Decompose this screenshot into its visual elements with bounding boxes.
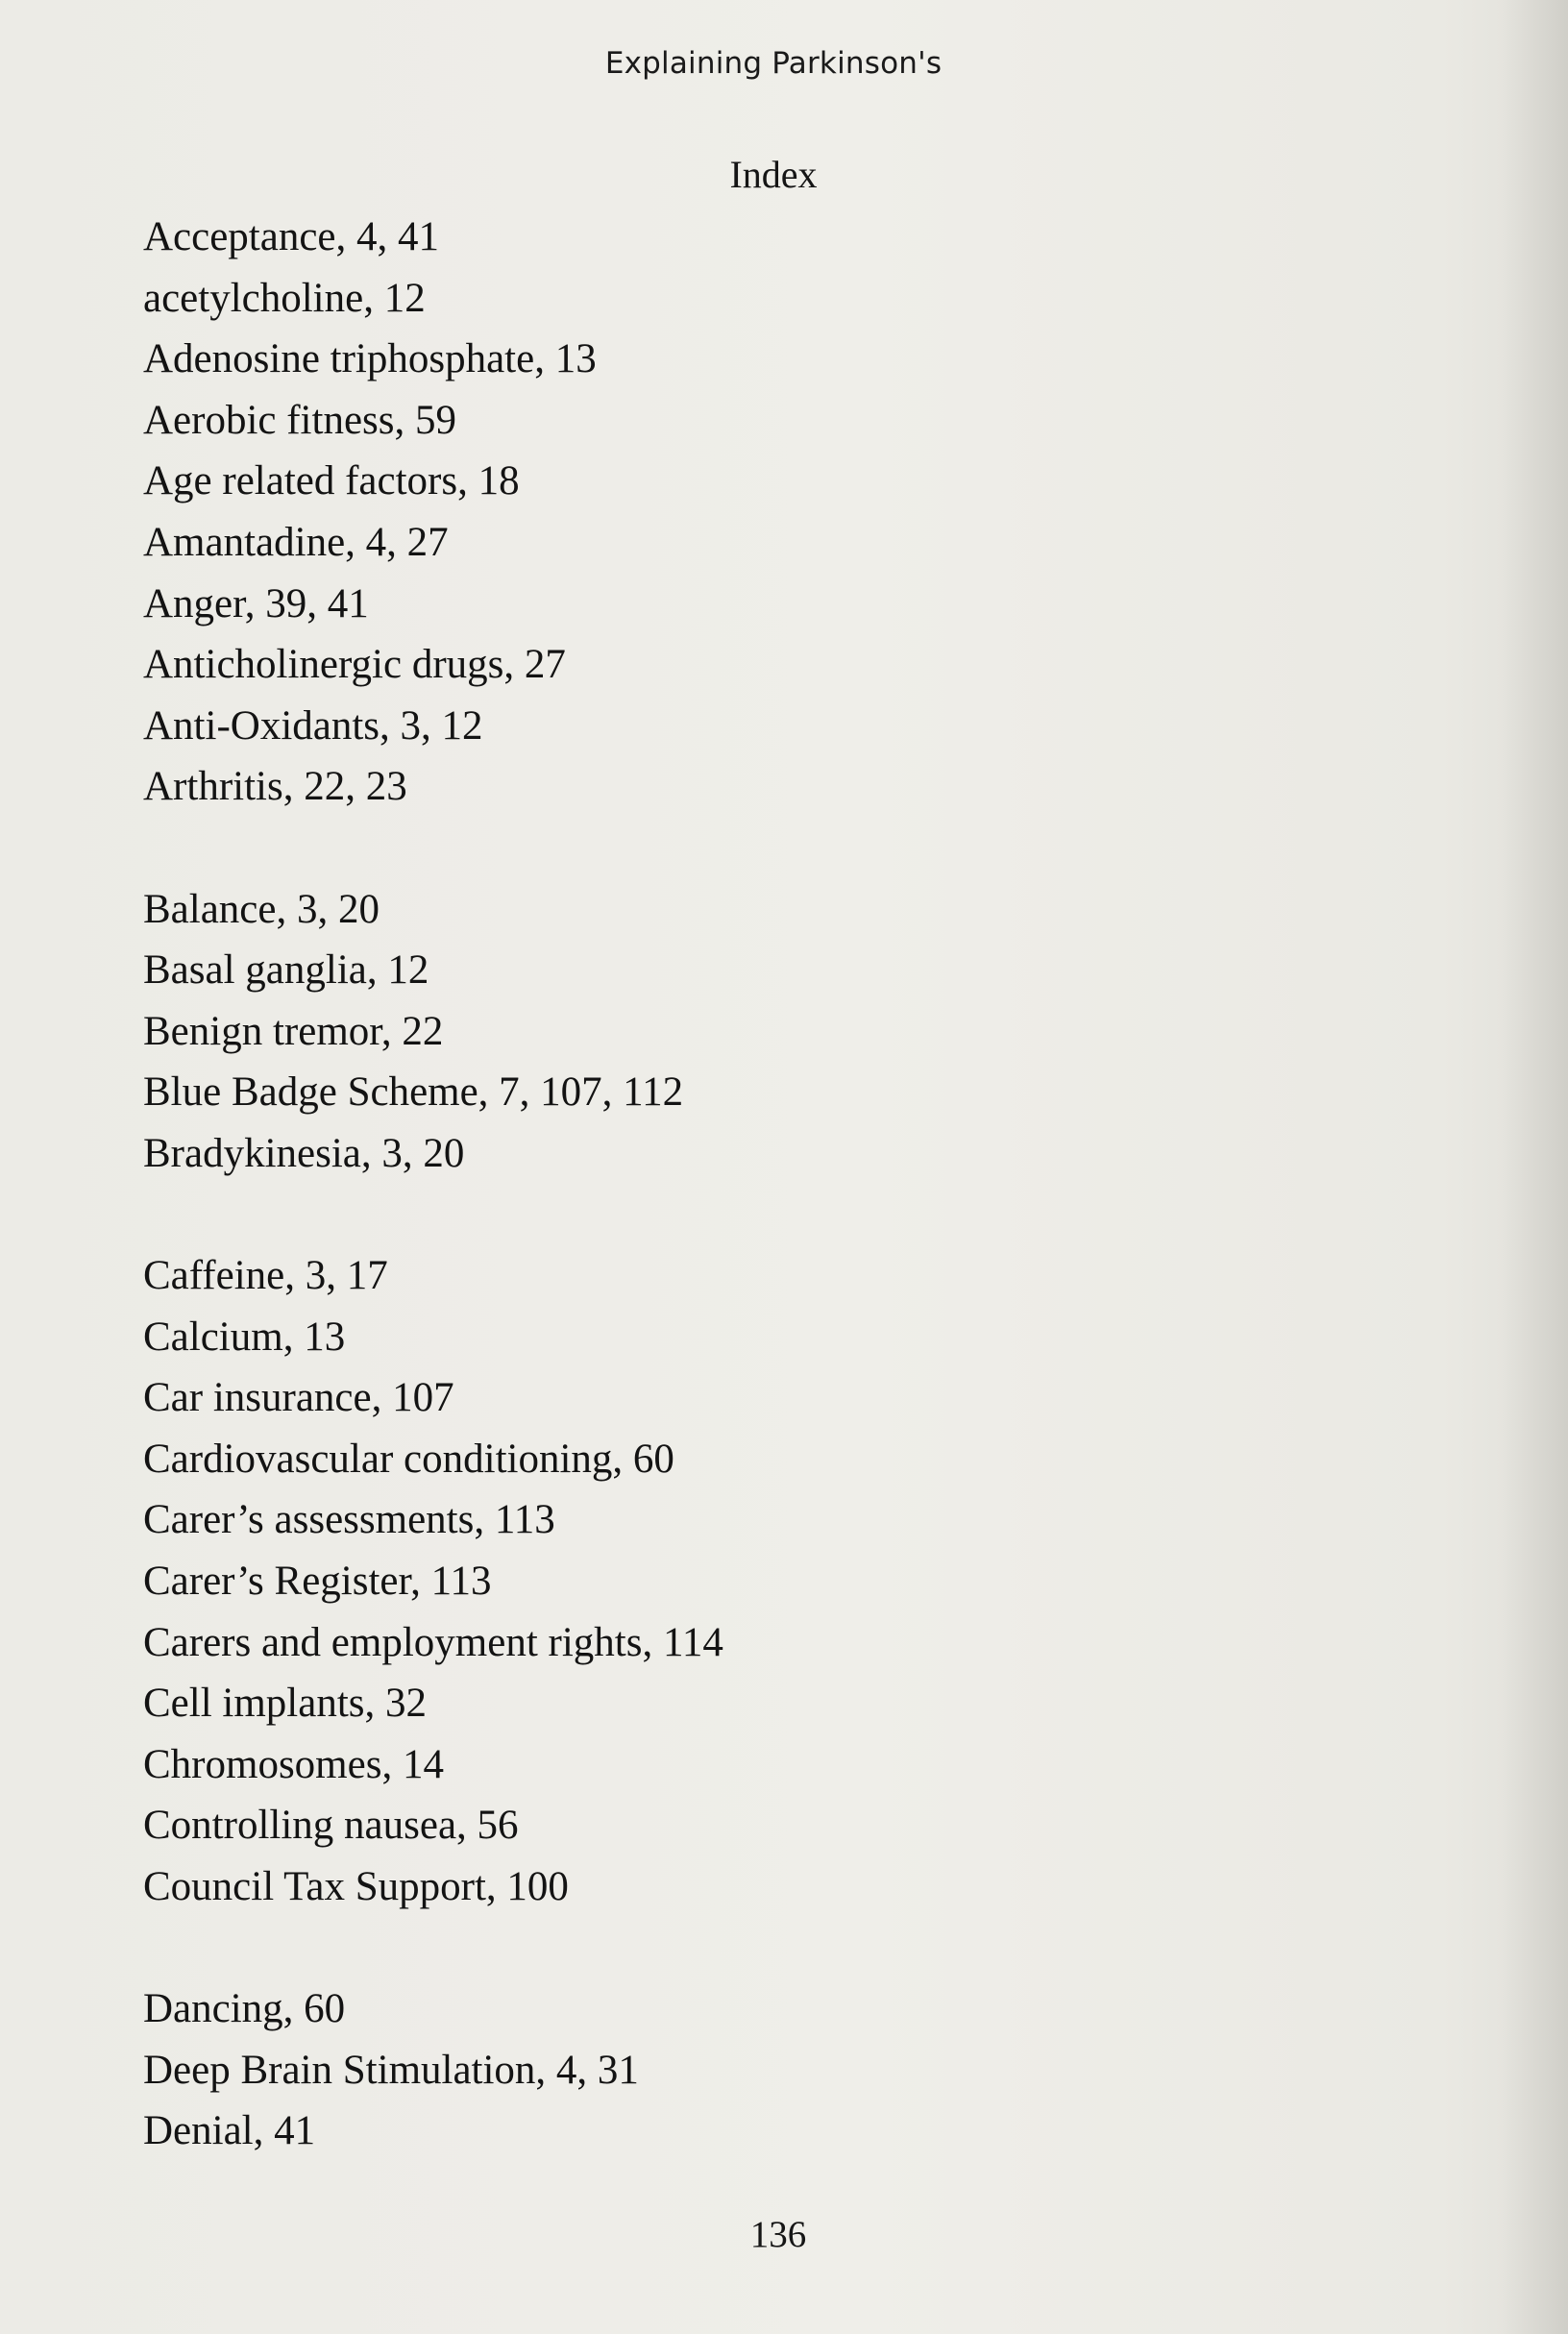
- index-entry: Bradykinesia, 3, 20: [143, 1130, 465, 1176]
- index-entry: Basal ganglia, 12: [143, 947, 429, 994]
- index-entry: Balance, 3, 20: [143, 886, 380, 932]
- index-entry: Car insurance, 107: [143, 1375, 454, 1421]
- index-entry: Age related factors, 18: [143, 458, 520, 504]
- index-entry: Anger, 39, 41: [143, 580, 369, 626]
- index-entry: Amantadine, 4, 27: [143, 519, 449, 565]
- index-entry: Acceptance, 4, 41: [143, 214, 440, 259]
- index-entry: Benign tremor, 22: [143, 1008, 444, 1054]
- index-entry: Blue Badge Scheme, 7, 107, 112: [143, 1069, 684, 1116]
- group-separator: [143, 1185, 723, 1246]
- group-separator: [143, 1918, 723, 1979]
- index-title: Index: [729, 153, 818, 196]
- index-entry: Denial, 41: [143, 2108, 316, 2154]
- index-entry: Carers and employment rights, 114: [143, 1619, 723, 1665]
- index-entry: Deep Brain Stimulation, 4, 31: [143, 2047, 639, 2093]
- index-entry: Aerobic fitness, 59: [143, 397, 457, 443]
- index-entry: Calcium, 13: [143, 1314, 346, 1360]
- index-entry: acetylcholine, 12: [143, 275, 426, 321]
- index-entry: Anticholinergic drugs, 27: [143, 642, 566, 688]
- index-entry: Cardiovascular conditioning, 60: [143, 1436, 674, 1482]
- index-entry: Caffeine, 3, 17: [143, 1253, 388, 1299]
- page-edge-shadow: [1501, 0, 1568, 2334]
- page-number: 136: [749, 2214, 807, 2255]
- index-entry: Anti-Oxidants, 3, 12: [143, 702, 483, 749]
- index-entry: Carer’s Register, 113: [143, 1559, 492, 1605]
- index-entry: Cell implants, 32: [143, 1681, 428, 1727]
- index-entry: Carer’s assessments, 113: [143, 1497, 555, 1543]
- running-head: Explaining Parkinson's: [604, 46, 943, 81]
- index-entry: Council Tax Support, 100: [143, 1864, 569, 1910]
- index-entry: Dancing, 60: [143, 1986, 346, 2032]
- index-entry: Controlling nausea, 56: [143, 1803, 519, 1849]
- index-entry: Arthritis, 22, 23: [143, 764, 407, 810]
- group-separator: [143, 818, 723, 879]
- index-entry: Chromosomes, 14: [143, 1741, 444, 1787]
- index-list: [143, 207, 723, 2162]
- index-entry: Adenosine triphosphate, 13: [143, 336, 597, 382]
